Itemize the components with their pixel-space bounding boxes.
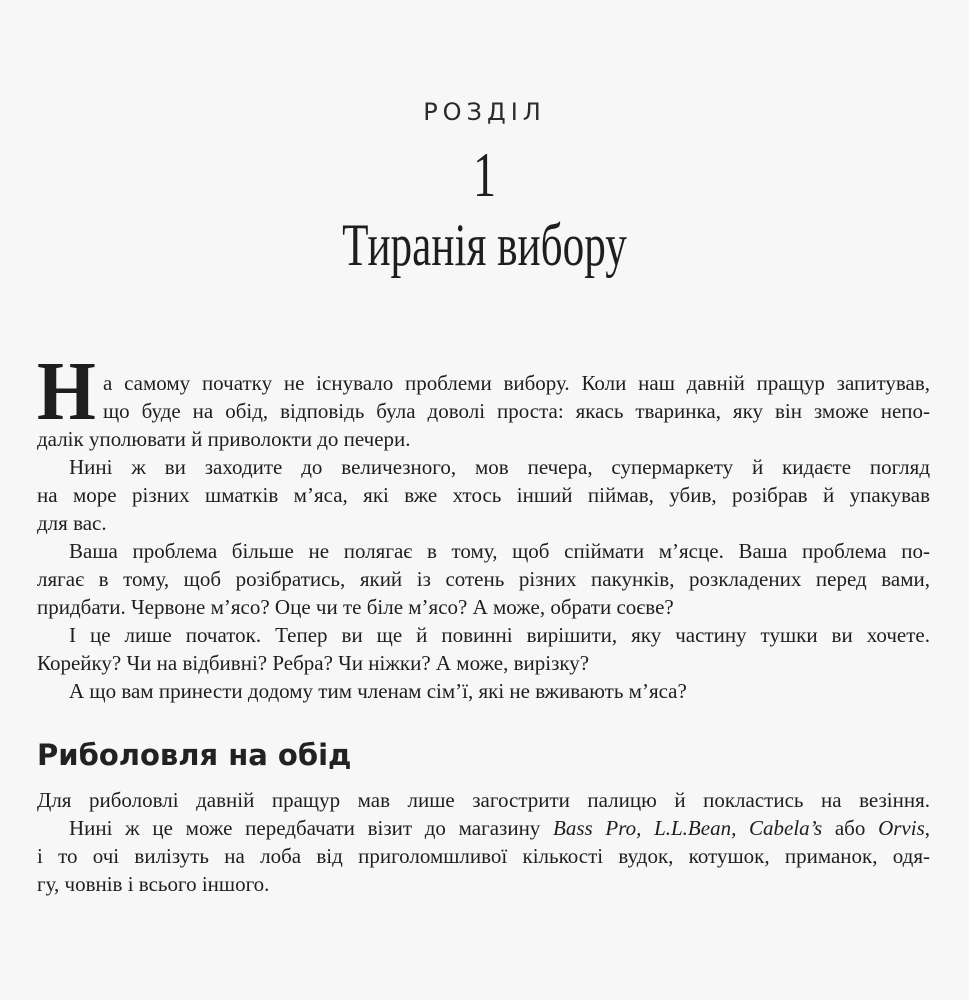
text-line: Нині ж ви заходите до величезного, мов печера, супермаркету й кидаєте погляд [69, 455, 930, 479]
section-text [37, 786, 930, 898]
text-line: що буде на обід, відповідь була доволі проста: якась тваринка, яку він зможе непо- [103, 399, 930, 423]
text-line: і то очі вилізуть на лоба від приголомшливої кількості вудок, котушок, приманок, одя- [37, 844, 930, 868]
store-name: Orvis [878, 816, 925, 840]
text-segment: Нині ж це може передбачати візит до магазину [69, 816, 554, 840]
chapter-label: РОЗДІЛ [423, 98, 546, 126]
text-line: А що вам принести додому тим членам сім’ї, які не вживають м’яса? [69, 679, 687, 703]
text-line: а самому початку не існувало проблеми вибору. Коли наш давній пращур запитував, [103, 371, 930, 395]
text-line: гу, човнів і всього іншого. [37, 872, 270, 896]
text-line: для вас. [37, 511, 107, 535]
text-line: І це лише початок. Тепер ви ще й повинні вирішити, яку частину тушки ви хочете. [69, 623, 930, 647]
text-line: Корейку? Чи на відбивні? Ребра? Чи ніжки? А може, вирізку? [37, 651, 590, 675]
intro-text [37, 345, 930, 705]
chapter-title: Тиранія вибору [342, 212, 627, 278]
text-line: далік уполювати й приволокти до печери. [37, 427, 411, 451]
text-line: Для риболовлі давній пращур мав лише загострити палицю й покластись на везіння. [37, 788, 930, 812]
text-line: Ваша проблема більше не полягає в тому, щоб спіймати м’ясце. Ваша проблема по- [69, 539, 930, 563]
text-segment: , [924, 816, 930, 840]
drop-cap: Н [37, 345, 96, 438]
section-heading: Риболовля на обід [37, 738, 352, 772]
chapter-number: 1 [472, 139, 497, 210]
text-line: придбати. Червоне м’ясо? Оце чи те біле м’ясо? А може, обрати соєве? [37, 595, 674, 619]
text-segment: або [822, 816, 879, 840]
text-line [37, 814, 930, 842]
text-line: лягає в тому, щоб розібратись, який із сотень різних пакунків, розкладених перед вами, [37, 567, 930, 591]
text-line: на море різних шматків м’яса, які вже хтось інший піймав, убив, розібрав й упакував [37, 483, 930, 507]
store-names: Bass Pro, L.L.Bean, Cabela’s [553, 816, 823, 840]
